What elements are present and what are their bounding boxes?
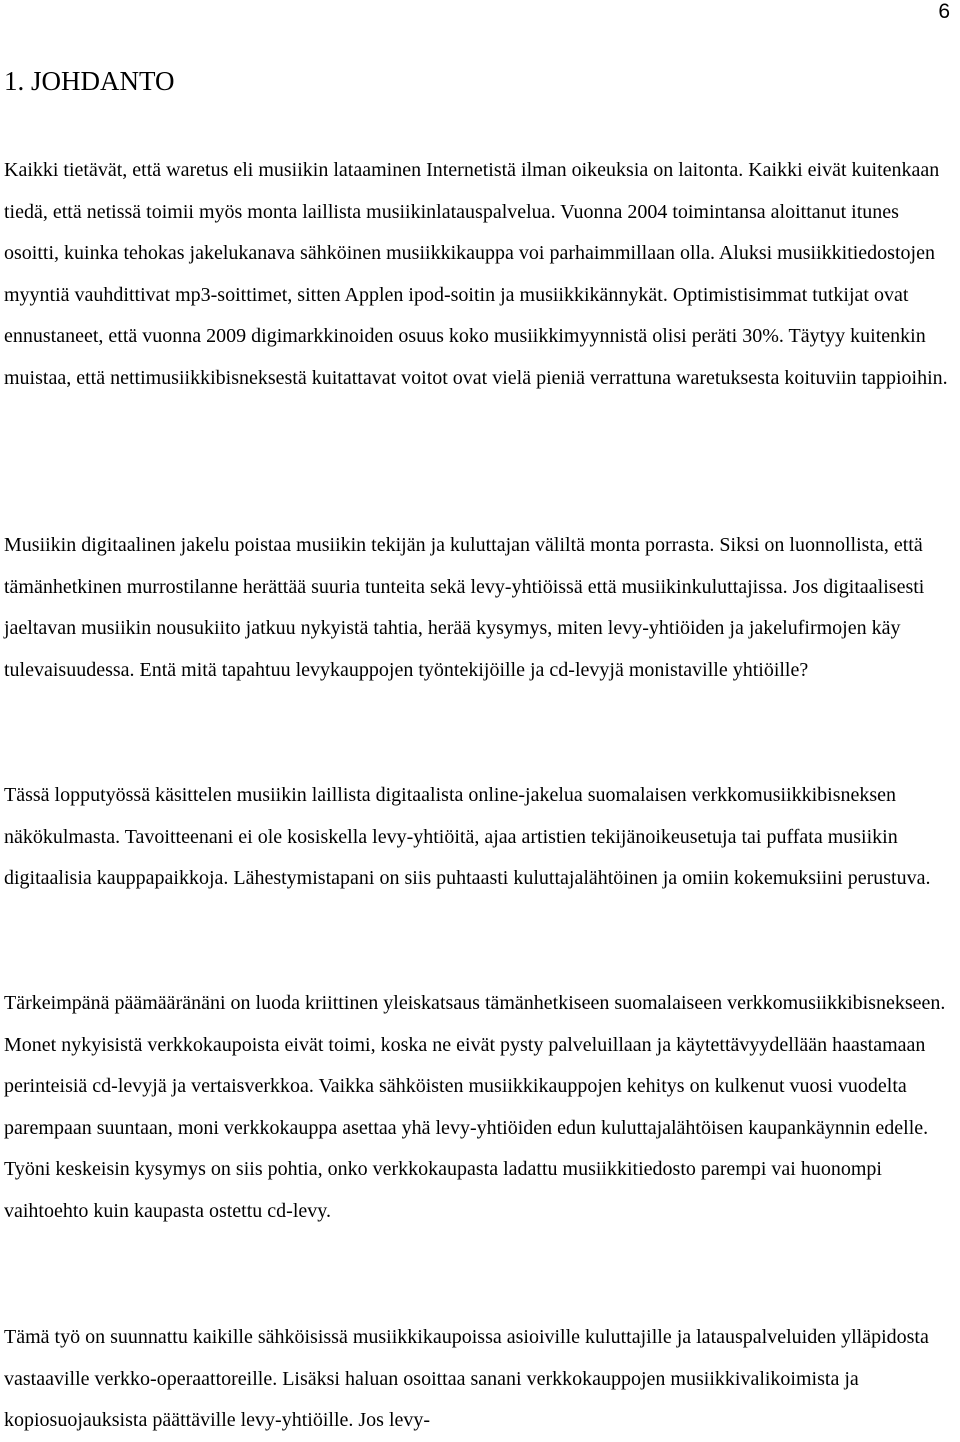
page-number: 6 xyxy=(938,0,950,23)
paragraph-intro: Kaikki tietävät, että waretus eli musiikin lataaminen Internetistä ilman oikeuksia on laitonta. Kaikki eivät kuitenkaan tiedä, että netissä toimii myös monta laillista musiikinlatauspalvelua. Vuonna 2004 toimintansa aloittanut itunes osoitti, kuinka tehokas jakelukanava sähköinen musiikkikauppa voi parhaimmillaan olla. Aluksi musiikkitiedostojen myyntiä vauhdittivat mp3-soittimet, sitten Applen ipod-soitin ja musiikkikännykät. Optimistisimmat tutkijat ovat ennustaneet, että vuonna 2009 digimarkkinoiden osuus koko musiikkimyynnistä olisi peräti 30%. Täytyy kuitenkin muistaa, että nettimusiikkibisneksestä kuitattavat voitot ovat vielä pieniä verrattuna waretuksesta koituviin tappioihin. xyxy=(4,159,948,389)
paragraph-audience: Tämä työ on suunnattu kaikille sähköisissä musiikkikaupoissa asioiville kuluttajille ja latauspalveluiden ylläpidosta vastaaville verkko-operaattoreille. Lisäksi haluan osoittaa sanani verkkokauppojen musiikkivalikoimista ja kopiosuojauksista päättäville levy-yhtiöille. Jos levy- xyxy=(4,1326,929,1431)
paragraph-distribution: Musiikin digitaalinen jakelu poistaa musiikin tekijän ja kuluttajan väliltä monta porrasta. Siksi on luonnollista, että tämänhetkinen murrostilanne herättää suuria tunteita sekä levy-yhtiöissä että musiikinkuluttajissa. Jos digitaalisesti jaeltavan musiikin nousukiito jatkuu nykyistä tahtia, herää kysymys, miten levy-yhtiöiden ja jakelufirmojen käy tulevaisuudessa. Entä mitä tapahtuu levykauppojen työntekijöille ja cd-levyjä monistaville yhtiöille? xyxy=(4,534,925,681)
paragraph-goal: Tärkeimpänä päämääränäni on luoda kriittinen yleiskatsaus tämänhetkiseen suomalaiseen verkkomusiikkibisnekseen. Monet nykyisistä verkkokaupoista eivät toimi, koska ne eivät pysty palveluillaan ja käytettävyydellään haastamaan perinteisiä cd-levyjä ja vertaisverkkoa. Vaikka sähköisten musiikkikauppojen kehitys on kulkenut vuosi vuodelta parempaan suuntaan, moni verkkokauppa asettaa yhä levy-yhtiöiden edun kuluttajalähtöisen kaupankäynnin edelle. Työni keskeisin kysymys on siis pohtia, onko verkkokaupasta ladattu musiikkitiedosto parempi vai huonompi vaihtoehto kuin kaupasta ostettu cd-levy. xyxy=(4,992,946,1222)
page-title: 1. JOHDANTO xyxy=(4,66,175,96)
paragraph-scope: Tässä lopputyössä käsittelen musiikin laillista digitaalista online-jakelua suomalaisen verkkomusiikkibisneksen näkökulmasta. Tavoitteenani ei ole kosiskella levy-yhtiöitä, ajaa artistien tekijänoikeusetuja tai puffata musiikin digitaalisia kauppapaikkoja. Lähestymistapani on siis puhtaasti kuluttajalähtöinen ja omiin kokemuksiini perustuva. xyxy=(4,784,931,889)
